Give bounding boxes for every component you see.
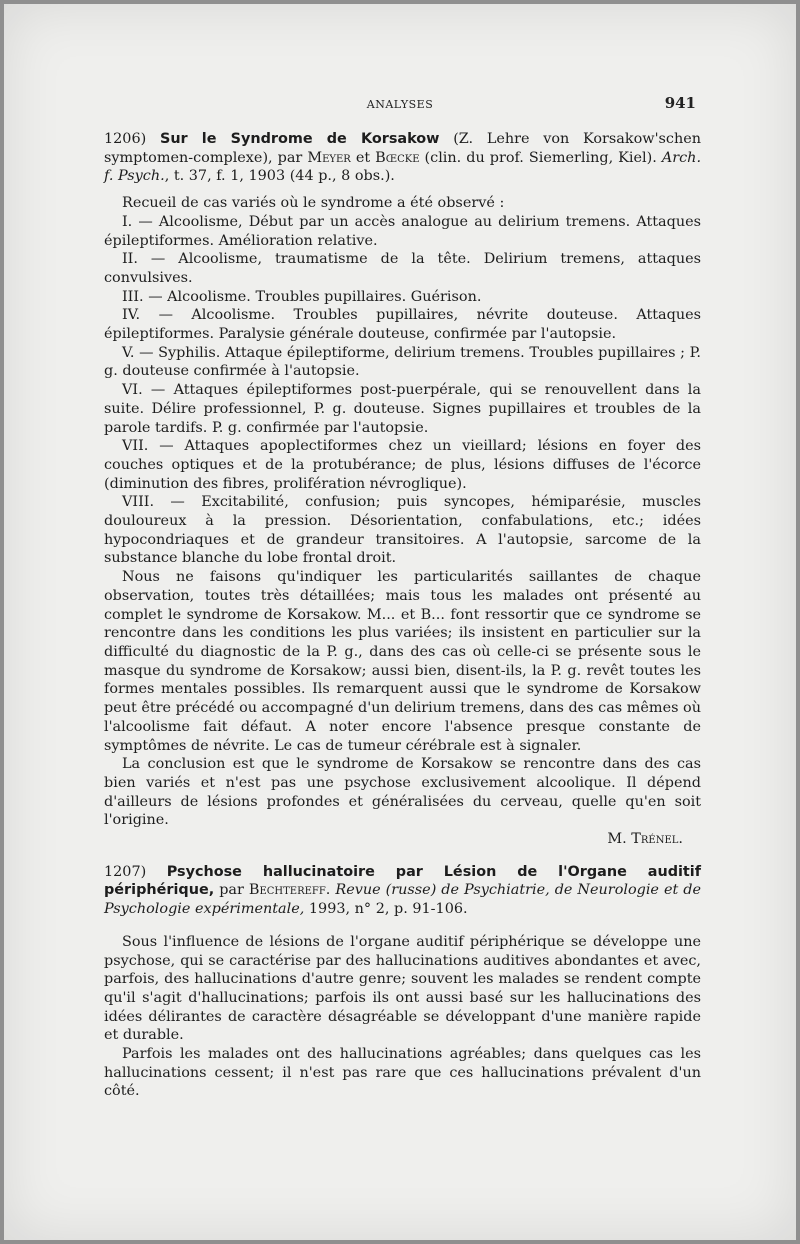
spacer — [104, 919, 701, 933]
page-body — [104, 130, 701, 1101]
paragraph: Recueil de cas variés où le syndrome a été observé : — [122, 195, 505, 212]
paragraph: La conclusion est que le syndrome de Korsakow se rencontre dans des cas bien variés et n'est pas une psychose exclusivement alcoolique. Il dépend d'ailleurs de lésions profondes et généralisées du cerveau, quelle qu'en soit l'origine. — [104, 756, 701, 829]
entry-reference: 1993, n° 2, p. 91-106. — [308, 901, 468, 918]
journal-name: Revue (russe) de Psychiatrie, de Neurologie et de Psychologie expérimentale, — [104, 882, 701, 918]
paragraph: IV. — Alcoolisme. Troubles pupillaires, névrite douteuse. Attaques épileptiformes. Paralysie générale douteuse, confirmée par l'autopsie. — [104, 307, 701, 343]
reference-connector: et — [355, 149, 371, 166]
paragraph: III. — Alcoolisme. Troubles pupillaires. Guérison. — [122, 288, 482, 305]
paragraph: Sous l'influence de lésions de l'organe auditif périphérique se développe une psychose, qui se caractérise par des hallucinations auditives abondantes et avec, parfois, des hallucinations d'autre genre; souvent les malades se rendent compte qu'il s'agit d'hallucinations; parfois ils ont aussi basé sur les hallucinations des idées délirantes de caractère désagréable se développant d'une manière rapide et durable. — [104, 933, 701, 1044]
paragraph: Parfois les malades ont des hallucinations agréables; dans quelques cas les hallucinations cessent; il n'est pas rare que ces hallucinations prévalent d'un côté. — [104, 1046, 701, 1100]
author-name: Bechtereff. — [248, 882, 331, 899]
reference-connector: par — [219, 882, 244, 899]
scanned-page — [4, 4, 796, 1240]
paragraph: VIII. — Excitabilité, confusion; puis syncopes, hémiparésie, muscles douloureux à la pression. Désorientation, confabulations, etc.; idées hypocondriaques et de grandeur transitoires. A l'autopsie, sarcome de la substance blanche du lobe frontal droit. — [104, 494, 701, 567]
entry-number: 1206) — [104, 131, 147, 147]
spacer — [104, 186, 701, 194]
entry-reference: (clin. du prof. Siemerling, Kiel). — [424, 149, 657, 166]
journal-name: Arch. f. Psych. — [104, 149, 702, 185]
entry-number: 1207) — [104, 863, 147, 880]
paragraph: Nous ne faisons qu'indiquer les particularités saillantes de chaque observation, toutes très détaillées; mais tous les malades ont présenté au complet le syndrome de Korsakow. M... et B... font ressortir que ce syndrome se rencontre dans les conditions les plus variées; ils insistent en particulier sur la difficulté du diagnostic de la P. g., dans des cas où celle-ci se présente sous le masque du syndrome de Korsakow; aussi bien, disent-ils, la P. g. revêt toutes les formes mentales possibles. Ils remarquent aussi que le syndrome de Korsakow peut être précédé ou accompagné d'un delirium tremens, dans des cas mêmes où l'alcoolisme fait défaut. A noter encore l'absence presque constante de symptômes de névrite. Le cas de tumeur cérébrale est à signaler. — [104, 569, 701, 754]
spacer — [104, 849, 701, 863]
paragraph: VII. — Attaques apoplectiformes chez un vieillard; lésions en foyer des couches optiques et de la protubérance; de plus, lésions diffuses de l'écorce (diminution des fibres, prolifération névroglique). — [104, 438, 701, 492]
entry-title: Psychose hallucinatoire par Lésion de l'Organe auditif périphérique, — [104, 863, 702, 899]
signature: M. Trénel. — [607, 831, 683, 848]
entry-reference: (Z. Lehre von Korsakow'schen symptomen-complexe), par — [104, 131, 702, 166]
page-number: 941 — [664, 94, 696, 112]
paragraph: II. — Alcoolisme, traumatisme de la tête. Delirium tremens, attaques convulsives. — [104, 251, 701, 286]
author-name: Bœcke — [375, 149, 420, 166]
running-head: ANALYSES — [366, 98, 434, 111]
author-name: Meyer — [307, 149, 351, 166]
paragraph: I. — Alcoolisme, Début par un accès analogue au delirium tremens. Attaques épileptiformes. Amélioration relative. — [104, 213, 701, 249]
paragraph: VI. — Attaques épileptiformes post-puerpérale, qui se renouvellent dans la suite. Délire professionnel, P. g. douteuse. Signes pupillaires et troubles de la parole tardifs. P. g. confirmée par l'autopsie. — [104, 382, 701, 436]
paragraph: V. — Syphilis. Attaque épileptiforme, delirium tremens. Troubles pupillaires ; P. g. douteuse confirmée à l'autopsie. — [104, 344, 701, 380]
entry-title: Sur le Syndrome de Korsakow — [159, 131, 440, 147]
entry-1206-heading — [104, 130, 701, 186]
page-header — [104, 94, 696, 116]
entry-reference: , t. 37, f. 1, 1903 (44 p., 8 obs.). — [164, 168, 395, 185]
entry-1207-heading — [104, 863, 701, 919]
